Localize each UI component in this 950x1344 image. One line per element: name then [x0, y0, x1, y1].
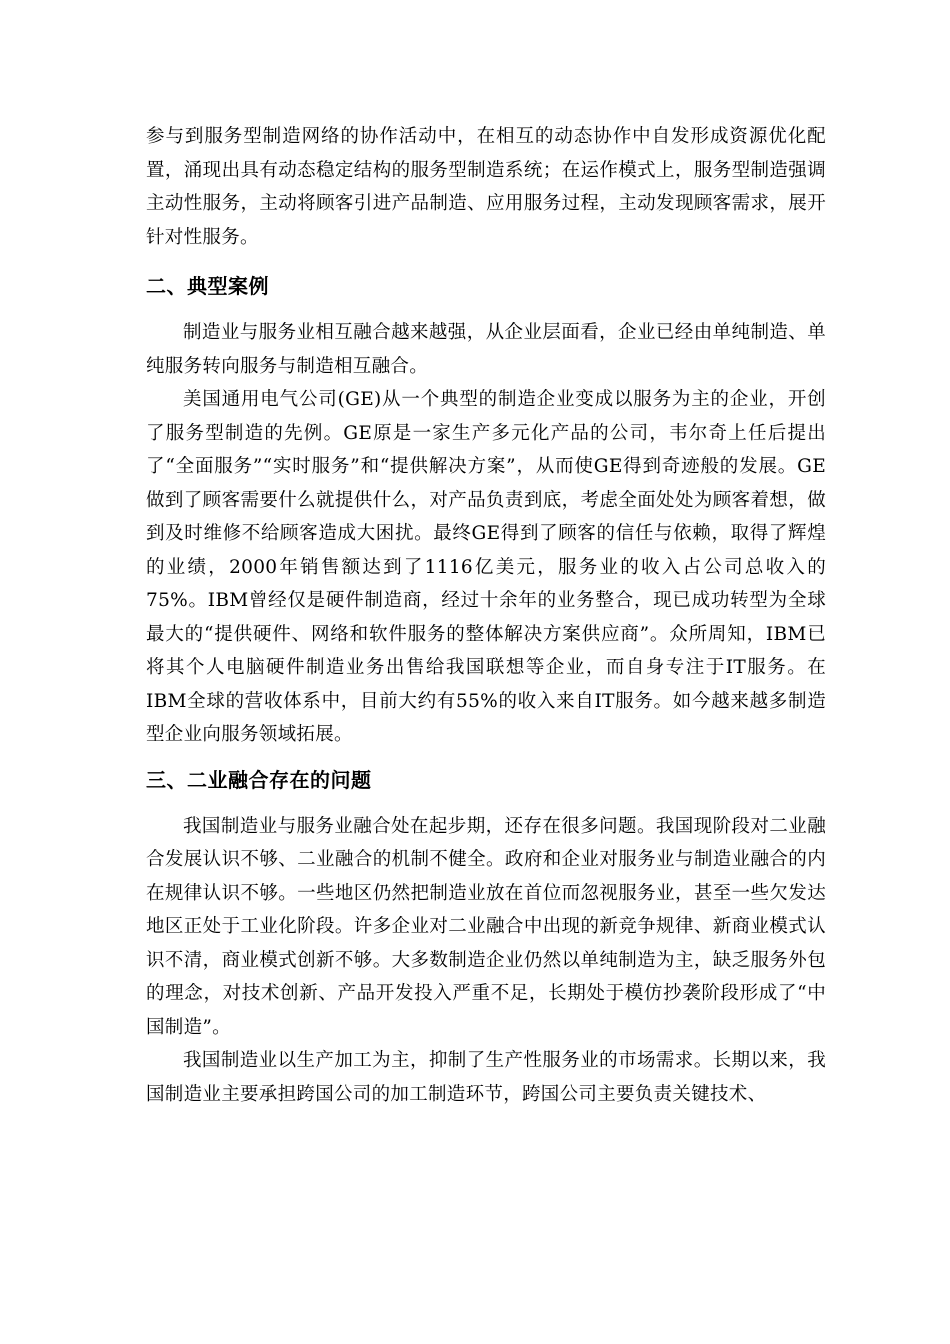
section-heading-integration-problems: 三、二业融合存在的问题	[146, 767, 372, 792]
section3-paragraph-2: 我国制造业以生产加工为主，抑制了生产性服务业的市场需求。长期以来，我国制造业主要承担跨国公司的加工制造环节，跨国公司主要负责关键技术、	[146, 1050, 826, 1105]
section-heading-typical-cases: 二、典型案例	[146, 274, 269, 298]
section2-paragraph-1: 制造业与服务业相互融合越来越强，从企业层面看，企业已经由单纯制造、单纯服务转向服务与制造相互融合。	[146, 322, 826, 377]
intro-paragraph: 参与到服务型制造网络的协作活动中，在相互的动态协作中自发形成资源优化配置，涌现出具有动态稳定结构的服务型制造系统；在运作模式上，服务型制造强调主动性服务，主动将顾客引进产品制造、应用服务过程，主动发现顾客需求，展开针对性服务。	[146, 126, 826, 248]
document-page	[146, 120, 826, 1111]
section2-paragraph-2: 美国通用电气公司(GE)从一个典型的制造企业变成以服务为主的企业，开创了服务型制造的先例。GE原是一家生产多元化产品的公司，韦尔奇上任后提出了“全面服务”“实时服务”和“提供解决方案”，从而使GE得到奇迹般的发展。GE做到了顾客需要什么就提供什么，对产品负责到底，考虑全面处处为顾客着想，做到及时维修不给顾客造成大困扰。最终GE得到了顾客的信任与依赖，取得了辉煌的业绩，2000年销售额达到了1116亿美元，服务业的收入占公司总收入的75%。IBM曾经仅是硬件制造商，经过十余年的业务整合，现已成功转型为全球最大的“提供硬件、网络和软件服务的整体解决方案供应商”。众所周知，IBM已将其个人电脑硬件制造业务出售给我国联想等企业，而自身专注于IT服务。在IBM全球的营收体系中，目前大约有55%的收入来自IT服务。如今越来越多制造型企业向服务领域拓展。	[146, 389, 826, 745]
section3-paragraph-1: 我国制造业与服务业融合处在起步期，还存在很多问题。我国现阶段对二业融合发展认识不够、二业融合的机制不健全。政府和企业对服务业与制造业融合的内在规律认识不够。一些地区仍然把制造业放在首位而忽视服务业，甚至一些欠发达地区正处于工业化阶段。许多企业对二业融合中出现的新竞争规律、新商业模式认识不清，商业模式创新不够。大多数制造企业仍然以单纯制造为主，缺乏服务外包的理念，对技术创新、产品开发投入严重不足，长期处于模仿抄袭阶段形成了“中国制造”。	[146, 815, 826, 1038]
